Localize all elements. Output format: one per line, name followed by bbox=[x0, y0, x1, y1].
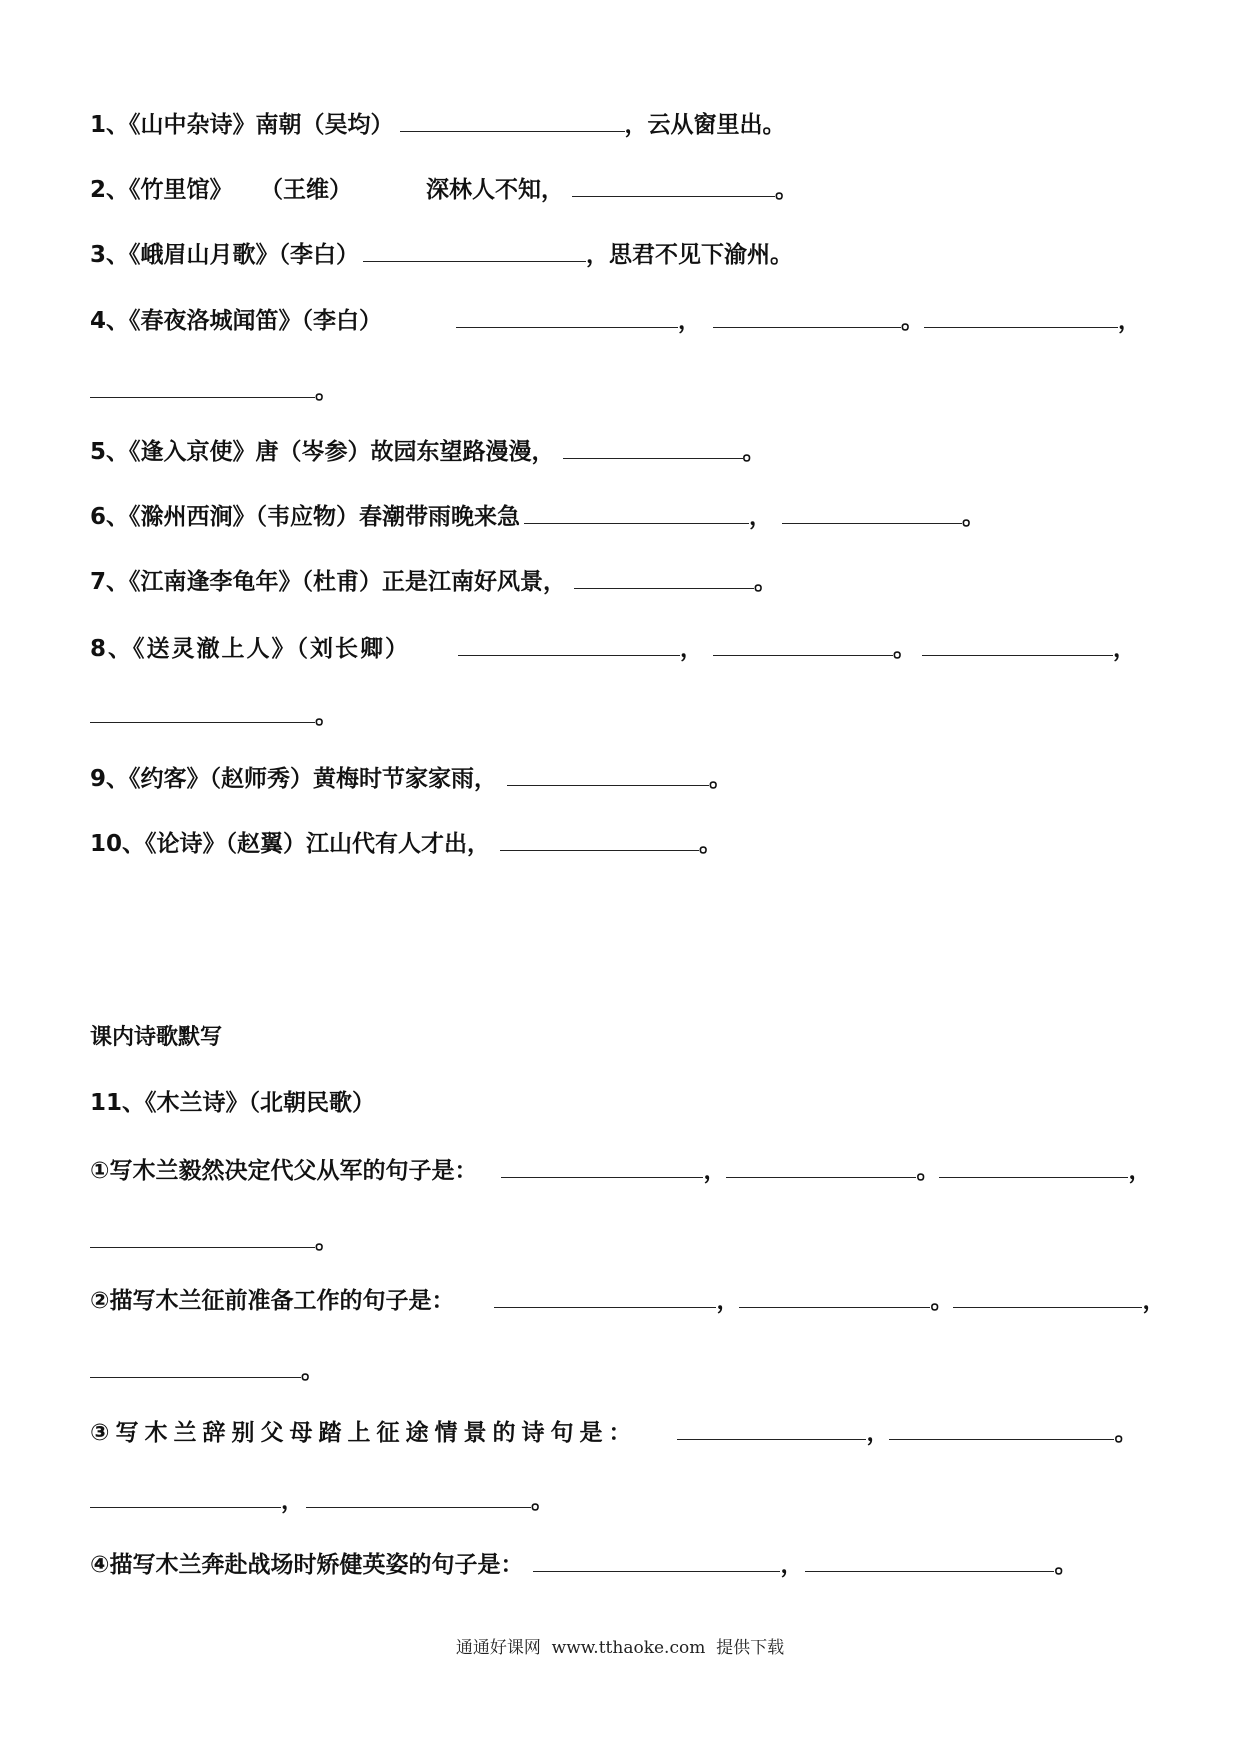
sub-question-2-continued bbox=[90, 1355, 324, 1386]
question-line-1 bbox=[90, 109, 786, 140]
answer-blank bbox=[939, 1155, 1128, 1178]
punctuation: ， bbox=[716, 1288, 740, 1314]
question-text: ，思君不见下渝州。 bbox=[586, 242, 794, 268]
answer-blank bbox=[922, 633, 1113, 656]
answer-blank bbox=[574, 566, 754, 589]
question-text: 2、《竹里馆》 bbox=[90, 177, 233, 203]
punctuation: ， bbox=[678, 308, 702, 334]
footer-credit: 通通好课网 www.tthaoke.com 提供下载 bbox=[455, 1638, 785, 1658]
answer-blank bbox=[90, 1485, 281, 1508]
answer-blank bbox=[456, 305, 678, 328]
question-text: 。 bbox=[775, 177, 799, 203]
punctuation: 。 bbox=[901, 308, 925, 334]
question-line-6 bbox=[90, 501, 985, 532]
answer-blank bbox=[713, 305, 901, 328]
answer-blank bbox=[494, 1285, 716, 1308]
question-author: （王维） bbox=[271, 177, 353, 203]
question-text: 4、《春夜洛城闻笛》（李白） bbox=[90, 308, 383, 334]
punctuation: 。 bbox=[1054, 1552, 1078, 1578]
sub-question-3 bbox=[90, 1417, 1137, 1448]
answer-blank bbox=[90, 375, 315, 398]
punctuation: 。 bbox=[301, 1358, 324, 1384]
punctuation: 。 bbox=[531, 1488, 554, 1514]
question-line-4 bbox=[90, 305, 1141, 336]
answer-blank bbox=[924, 305, 1118, 328]
answer-blank bbox=[726, 1155, 916, 1178]
sub-question-3-continued bbox=[90, 1485, 554, 1516]
punctuation: ， bbox=[1118, 308, 1142, 334]
punctuation: 。 bbox=[1114, 1420, 1138, 1446]
question-text: 6、《滁州西涧》（韦应物）春潮带雨晚来急 bbox=[90, 504, 521, 530]
punctuation: 。 bbox=[930, 1288, 954, 1314]
question-text: ，云从窗里出。 bbox=[624, 112, 786, 138]
answer-blank bbox=[677, 1417, 866, 1440]
question-title-11: 11、《木兰诗》（北朝民歌） bbox=[90, 1090, 376, 1116]
answer-blank bbox=[889, 1417, 1114, 1440]
question-text: 5、《逢入京使》唐（岑参）故园东望路漫漫， bbox=[90, 439, 555, 465]
answer-blank bbox=[713, 633, 893, 656]
answer-blank bbox=[90, 1355, 301, 1378]
question-line-7 bbox=[90, 566, 777, 597]
punctuation: ， bbox=[1113, 636, 1137, 662]
punctuation: 。 bbox=[315, 378, 338, 404]
question-text: ④描写木兰奔赴战场时矫健英姿的句子是： bbox=[90, 1552, 524, 1578]
punctuation: ， bbox=[749, 504, 773, 530]
answer-blank bbox=[501, 1155, 703, 1178]
answer-blank bbox=[500, 828, 699, 851]
question-line-2 bbox=[90, 174, 798, 205]
answer-blank bbox=[400, 109, 625, 132]
question-text: 深林人不知， bbox=[426, 177, 565, 203]
answer-blank bbox=[306, 1485, 531, 1508]
punctuation: ， bbox=[1142, 1288, 1166, 1314]
punctuation: 。 bbox=[315, 703, 338, 729]
answer-blank bbox=[953, 1285, 1142, 1308]
question-line-5 bbox=[90, 436, 766, 467]
sub-question-1 bbox=[90, 1155, 1151, 1186]
question-text: 1、《山中杂诗》南朝（吴均） bbox=[90, 112, 394, 138]
question-text: ①写木兰毅然决定代父从军的句子是： bbox=[90, 1158, 478, 1184]
punctuation: ， bbox=[1128, 1158, 1152, 1184]
answer-blank bbox=[458, 633, 680, 656]
question-line-8-continued bbox=[90, 700, 338, 731]
punctuation: 。 bbox=[709, 766, 733, 792]
answer-blank bbox=[563, 436, 743, 459]
punctuation: 。 bbox=[742, 439, 766, 465]
question-line-10 bbox=[90, 828, 722, 859]
punctuation: 。 bbox=[699, 831, 723, 857]
answer-blank bbox=[805, 1549, 1054, 1572]
answer-blank bbox=[90, 1225, 315, 1248]
answer-blank bbox=[533, 1549, 780, 1572]
answer-blank bbox=[363, 239, 586, 262]
answer-blank bbox=[90, 700, 315, 723]
question-text: ③写木兰辞别父母踏上征途情景的诗句是： bbox=[90, 1420, 638, 1446]
question-line-3 bbox=[90, 239, 793, 270]
punctuation: ， bbox=[281, 1488, 304, 1514]
punctuation: ， bbox=[866, 1420, 890, 1446]
punctuation: ， bbox=[680, 636, 704, 662]
question-text: 8、《送灵澈上人》（刘长卿） bbox=[90, 636, 411, 662]
punctuation: 。 bbox=[315, 1228, 338, 1254]
punctuation: 。 bbox=[893, 636, 917, 662]
answer-blank bbox=[572, 174, 775, 197]
punctuation: ， bbox=[703, 1158, 727, 1184]
sub-question-1-continued bbox=[90, 1225, 338, 1256]
punctuation: 。 bbox=[754, 569, 778, 595]
answer-blank bbox=[782, 501, 962, 524]
question-text: ②描写木兰征前准备工作的句子是： bbox=[90, 1288, 455, 1314]
answer-blank bbox=[739, 1285, 930, 1308]
question-text: 3、《峨眉山月歌》（李白） bbox=[90, 242, 360, 268]
sub-question-4 bbox=[90, 1549, 1077, 1580]
answer-blank bbox=[507, 763, 709, 786]
section-heading: 课内诗歌默写 bbox=[90, 1025, 223, 1050]
punctuation: ， bbox=[780, 1552, 804, 1578]
answer-blank bbox=[524, 501, 749, 524]
question-text: 10、《论诗》（赵翼）江山代有人才出， bbox=[90, 831, 491, 857]
question-line-8 bbox=[90, 633, 1136, 664]
punctuation: 。 bbox=[916, 1158, 940, 1184]
question-text: 7、《江南逢李龟年》（杜甫）正是江南好风景， bbox=[90, 569, 567, 595]
question-line-4-continued bbox=[90, 375, 338, 406]
question-line-9 bbox=[90, 763, 732, 794]
question-text: 9、《约客》（赵师秀）黄梅时节家家雨， bbox=[90, 766, 498, 792]
punctuation: 。 bbox=[962, 504, 986, 530]
sub-question-2 bbox=[90, 1285, 1165, 1316]
